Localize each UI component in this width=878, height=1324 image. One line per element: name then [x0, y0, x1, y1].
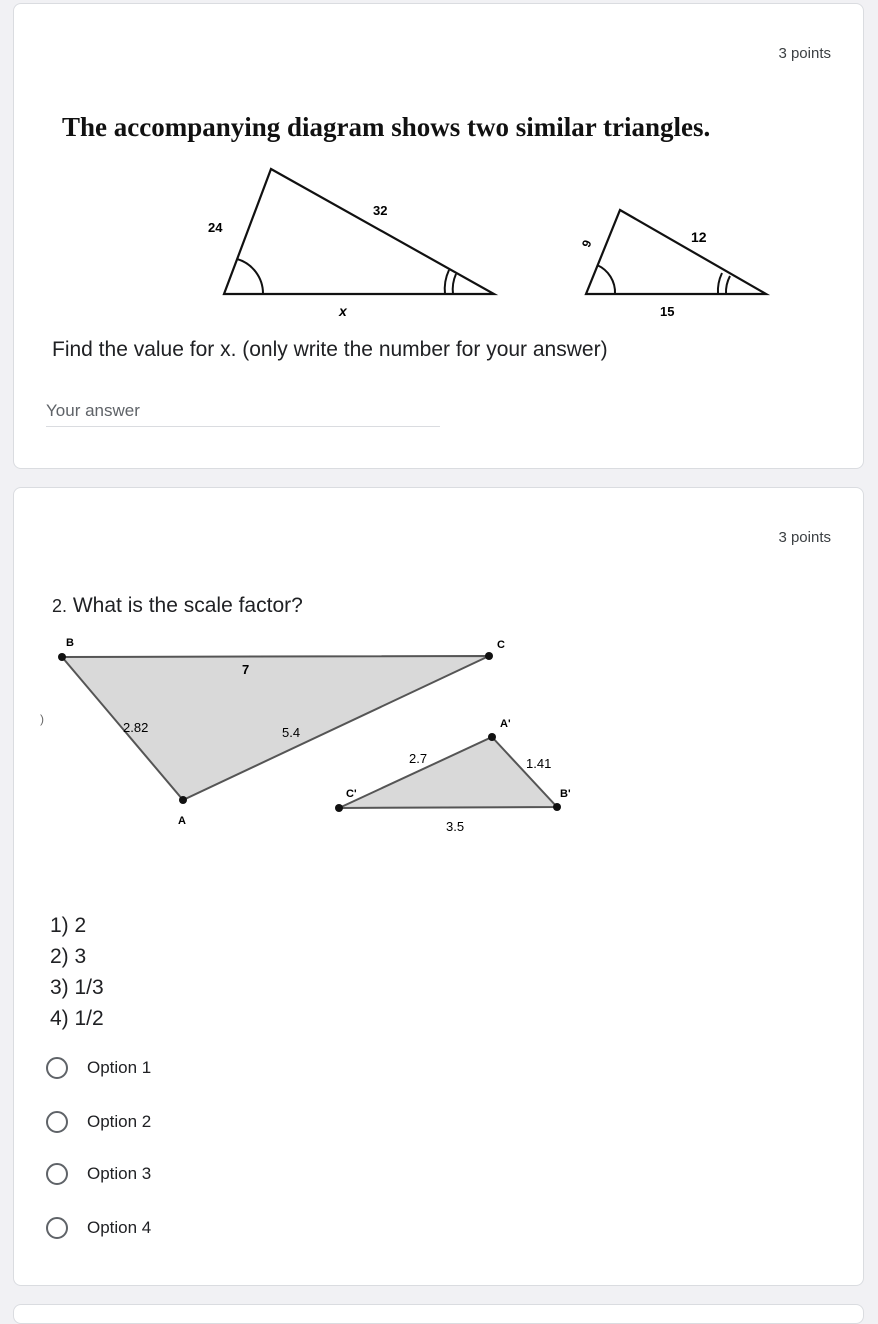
small-double-arc-2: [726, 276, 730, 294]
point-a-prime: [488, 733, 496, 741]
label-b: B: [66, 637, 74, 649]
radio-button-icon[interactable]: [46, 1217, 68, 1239]
option-label: Option 4: [87, 1218, 152, 1237]
radio-button-icon[interactable]: [46, 1057, 68, 1079]
choice-item: 1) 2: [50, 914, 87, 937]
large-double-arc-2: [453, 274, 456, 294]
large-double-arc-1: [445, 270, 449, 294]
similar-triangles-diagram: [14, 159, 865, 319]
option-2[interactable]: [46, 1107, 151, 1137]
large-angle-arc: [237, 259, 263, 294]
question-2-text: [52, 594, 303, 618]
points-label: 3 points: [778, 45, 831, 62]
large-side-hyp: 32: [373, 203, 388, 218]
point-b-prime: [553, 803, 561, 811]
point-c-prime: [335, 804, 343, 812]
radio-button-icon[interactable]: [46, 1111, 68, 1133]
side-ca: 5.4: [282, 725, 301, 740]
small-side-base: 15: [660, 304, 675, 319]
side-ba: 2.82: [123, 720, 149, 735]
answer-choices: [50, 910, 104, 1034]
point-a: [179, 796, 187, 804]
option-label: Option 3: [87, 1164, 152, 1183]
label-a: A: [178, 815, 186, 827]
label-c: C: [497, 639, 505, 651]
large-side-base: x: [339, 303, 347, 319]
large-side-left: 24: [208, 220, 223, 235]
side-cb-prime: 3.5: [446, 819, 465, 834]
scale-factor-diagram: [14, 633, 865, 843]
choice-item: 4) 1/2: [50, 1007, 104, 1030]
label-b-prime: B': [560, 788, 571, 800]
triangle-prime: [339, 737, 557, 808]
small-side-hyp: 12: [691, 229, 707, 245]
label-c-prime: C': [346, 788, 357, 800]
option-1[interactable]: [46, 1053, 151, 1083]
choice-item: 3) 1/3: [50, 976, 104, 999]
answer-input[interactable]: [46, 396, 440, 427]
option-label: Option 1: [87, 1058, 152, 1077]
question-card-1: [13, 3, 864, 469]
small-angle-arc: [597, 265, 615, 294]
option-label: Option 2: [87, 1112, 152, 1131]
large-triangle: [224, 169, 494, 294]
side-bc: 7: [242, 662, 250, 677]
side-ca-prime: 2.7: [409, 751, 428, 766]
diagram-title: The accompanying diagram shows two similar triangles.: [62, 112, 711, 142]
question-label: What is the scale factor?: [72, 594, 303, 617]
stray-mark: ): [40, 712, 44, 726]
points-label: 3 points: [778, 529, 831, 546]
label-a-prime: A': [500, 718, 511, 730]
point-b: [58, 653, 66, 661]
question-number: 2.: [52, 596, 68, 616]
question-card-2: [13, 487, 864, 1286]
option-3[interactable]: [46, 1159, 151, 1189]
option-4[interactable]: [46, 1213, 151, 1243]
point-c: [485, 652, 493, 660]
choice-item: 2) 3: [50, 945, 87, 968]
side-ab-prime: 1.41: [526, 756, 552, 771]
small-double-arc-1: [718, 273, 722, 294]
radio-button-icon[interactable]: [46, 1163, 68, 1185]
question-card-3: [13, 1304, 864, 1324]
small-side-left: 9: [579, 238, 595, 250]
question-1-text: Find the value for x. (only write the number for your answer): [52, 338, 608, 361]
